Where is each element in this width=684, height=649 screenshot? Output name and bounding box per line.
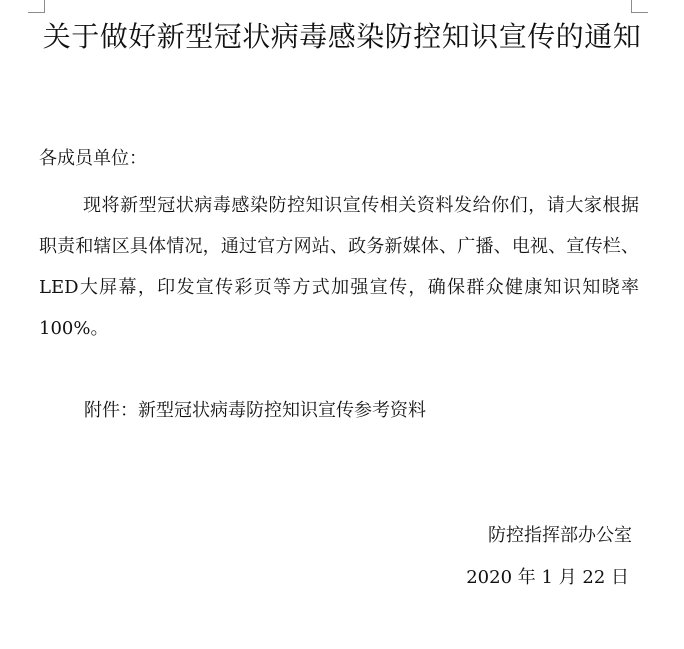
page-corner-mark-left (28, 0, 45, 13)
document-title: 关于做好新型冠状病毒感染防控知识宣传的通知 (42, 20, 642, 53)
document-date: 2020 年 1 月 22 日 (466, 567, 629, 588)
document-salutation: 各成员单位： (39, 148, 147, 169)
page-corner-mark-right (631, 0, 648, 13)
document-body: 现将新型冠状病毒感染防控知识宣传相关资料发给你们，请大家根据职责和辖区具体情况，通过官方网站、政务新媒体、广播、电视、宣传栏、LED大屏幕，印发宣传彩页等方式加强宣传，确保群众健康知识知晓率100%。 (39, 195, 639, 339)
document-sender: 防控指挥部办公室 (488, 525, 632, 546)
document-attachment: 附件：新型冠状病毒防控知识宣传参考资料 (84, 400, 426, 421)
